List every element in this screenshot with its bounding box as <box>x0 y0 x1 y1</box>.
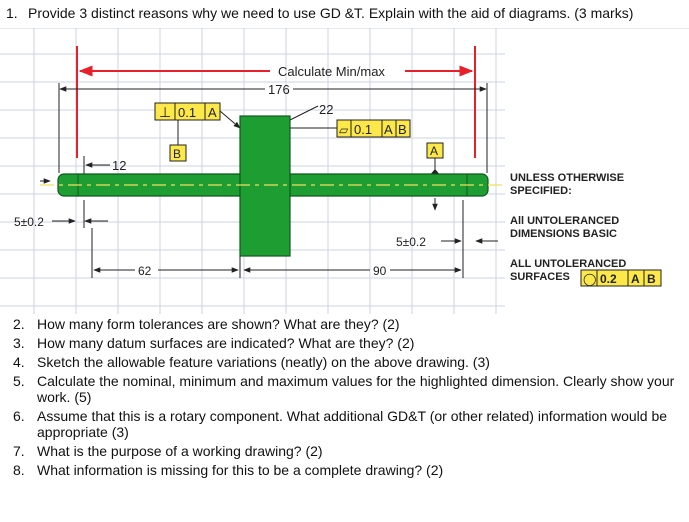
dim-12-value: 12 <box>112 158 127 173</box>
engineering-drawing <box>0 28 689 314</box>
note-unless-line-1: UNLESS OTHERWISE <box>510 172 625 184</box>
dim-62-value: 62 <box>138 264 152 278</box>
fcf-perp-leader <box>220 111 240 128</box>
note-unless-line-2: SPECIFIED: <box>510 185 572 197</box>
note-untoleranced-surf-line-1: ALL UNTOLERANCED <box>510 258 627 270</box>
dim-176-value: 176 <box>268 82 290 97</box>
fcf-flatness <box>337 120 410 137</box>
fcf-profile-symbol: ◯ <box>583 272 597 286</box>
general-notes <box>510 172 626 283</box>
datum-b-label: B <box>173 147 182 161</box>
question-1-text: Provide 3 distinct reasons why we need to use GD &T. Explain with the aid of diagrams. (3 marks) <box>28 5 634 21</box>
fcf-profile-tol: 0.2 <box>600 272 617 286</box>
datum-a-label: A <box>430 144 439 158</box>
datum-b-marker <box>170 120 186 161</box>
question-item: 2. How many form tolerances are shown? What are they? (2) <box>13 316 400 332</box>
fcf-flat-symbol: ▱ <box>339 123 349 137</box>
dim-5-right-value: 5±0.2 <box>396 235 426 249</box>
question-item: 7. What is the purpose of a working drawing? (2) <box>13 443 323 459</box>
fcf-profile-datum-1: A <box>631 272 640 286</box>
note-untoleranced-surf-line-2: SURFACES <box>510 271 570 283</box>
fcf-perp-symbol: ⊥ <box>159 104 172 120</box>
fcf-profile-datum-2: B <box>647 272 656 286</box>
shaft-part <box>40 116 505 256</box>
datum-a-marker <box>427 143 443 176</box>
fcf-flat-datum-2: B <box>398 122 407 137</box>
fcf-profile-note <box>581 270 661 286</box>
question-item: 8. What information is missing for this to be a complete drawing? (2) <box>13 462 444 478</box>
dim-5-left-value: 5±0.2 <box>14 215 44 229</box>
note-untoleranced-dims-line-1: All UNTOLERANCED <box>510 215 620 227</box>
question-item: 5. Calculate the nominal, minimum and maximum values for the highlighted dimension. Clearly show your work. (5) <box>13 373 675 405</box>
dim-90-value: 90 <box>373 264 387 278</box>
fcf-perp-datum: A <box>208 105 217 120</box>
fcf-flat-datum-1: A <box>384 122 393 137</box>
question-item: 4. Sketch the allowable feature variations (neatly) on the above drawing. (3) <box>13 354 490 370</box>
fcf-perp-tol: 0.1 <box>178 105 197 120</box>
question-list <box>0 316 689 481</box>
question-1-number: 1. <box>6 5 18 21</box>
question-item: 6. Assume that this is a rotary component. What additional GD&T (or other related) information would be appropriate (3) <box>13 408 668 440</box>
dim-22-value: 22 <box>319 102 334 117</box>
dim-22-leader <box>290 106 318 120</box>
fcf-perpendicularity <box>155 103 220 120</box>
calculate-min-max-label: Calculate Min/max <box>278 64 385 79</box>
question-1 <box>6 4 686 22</box>
fcf-flat-tol: 0.1 <box>354 122 373 137</box>
question-item: 3. How many datum surfaces are indicated? What are they? (2) <box>13 335 415 351</box>
note-untoleranced-dims-line-2: DIMENSIONS BASIC <box>510 228 617 240</box>
